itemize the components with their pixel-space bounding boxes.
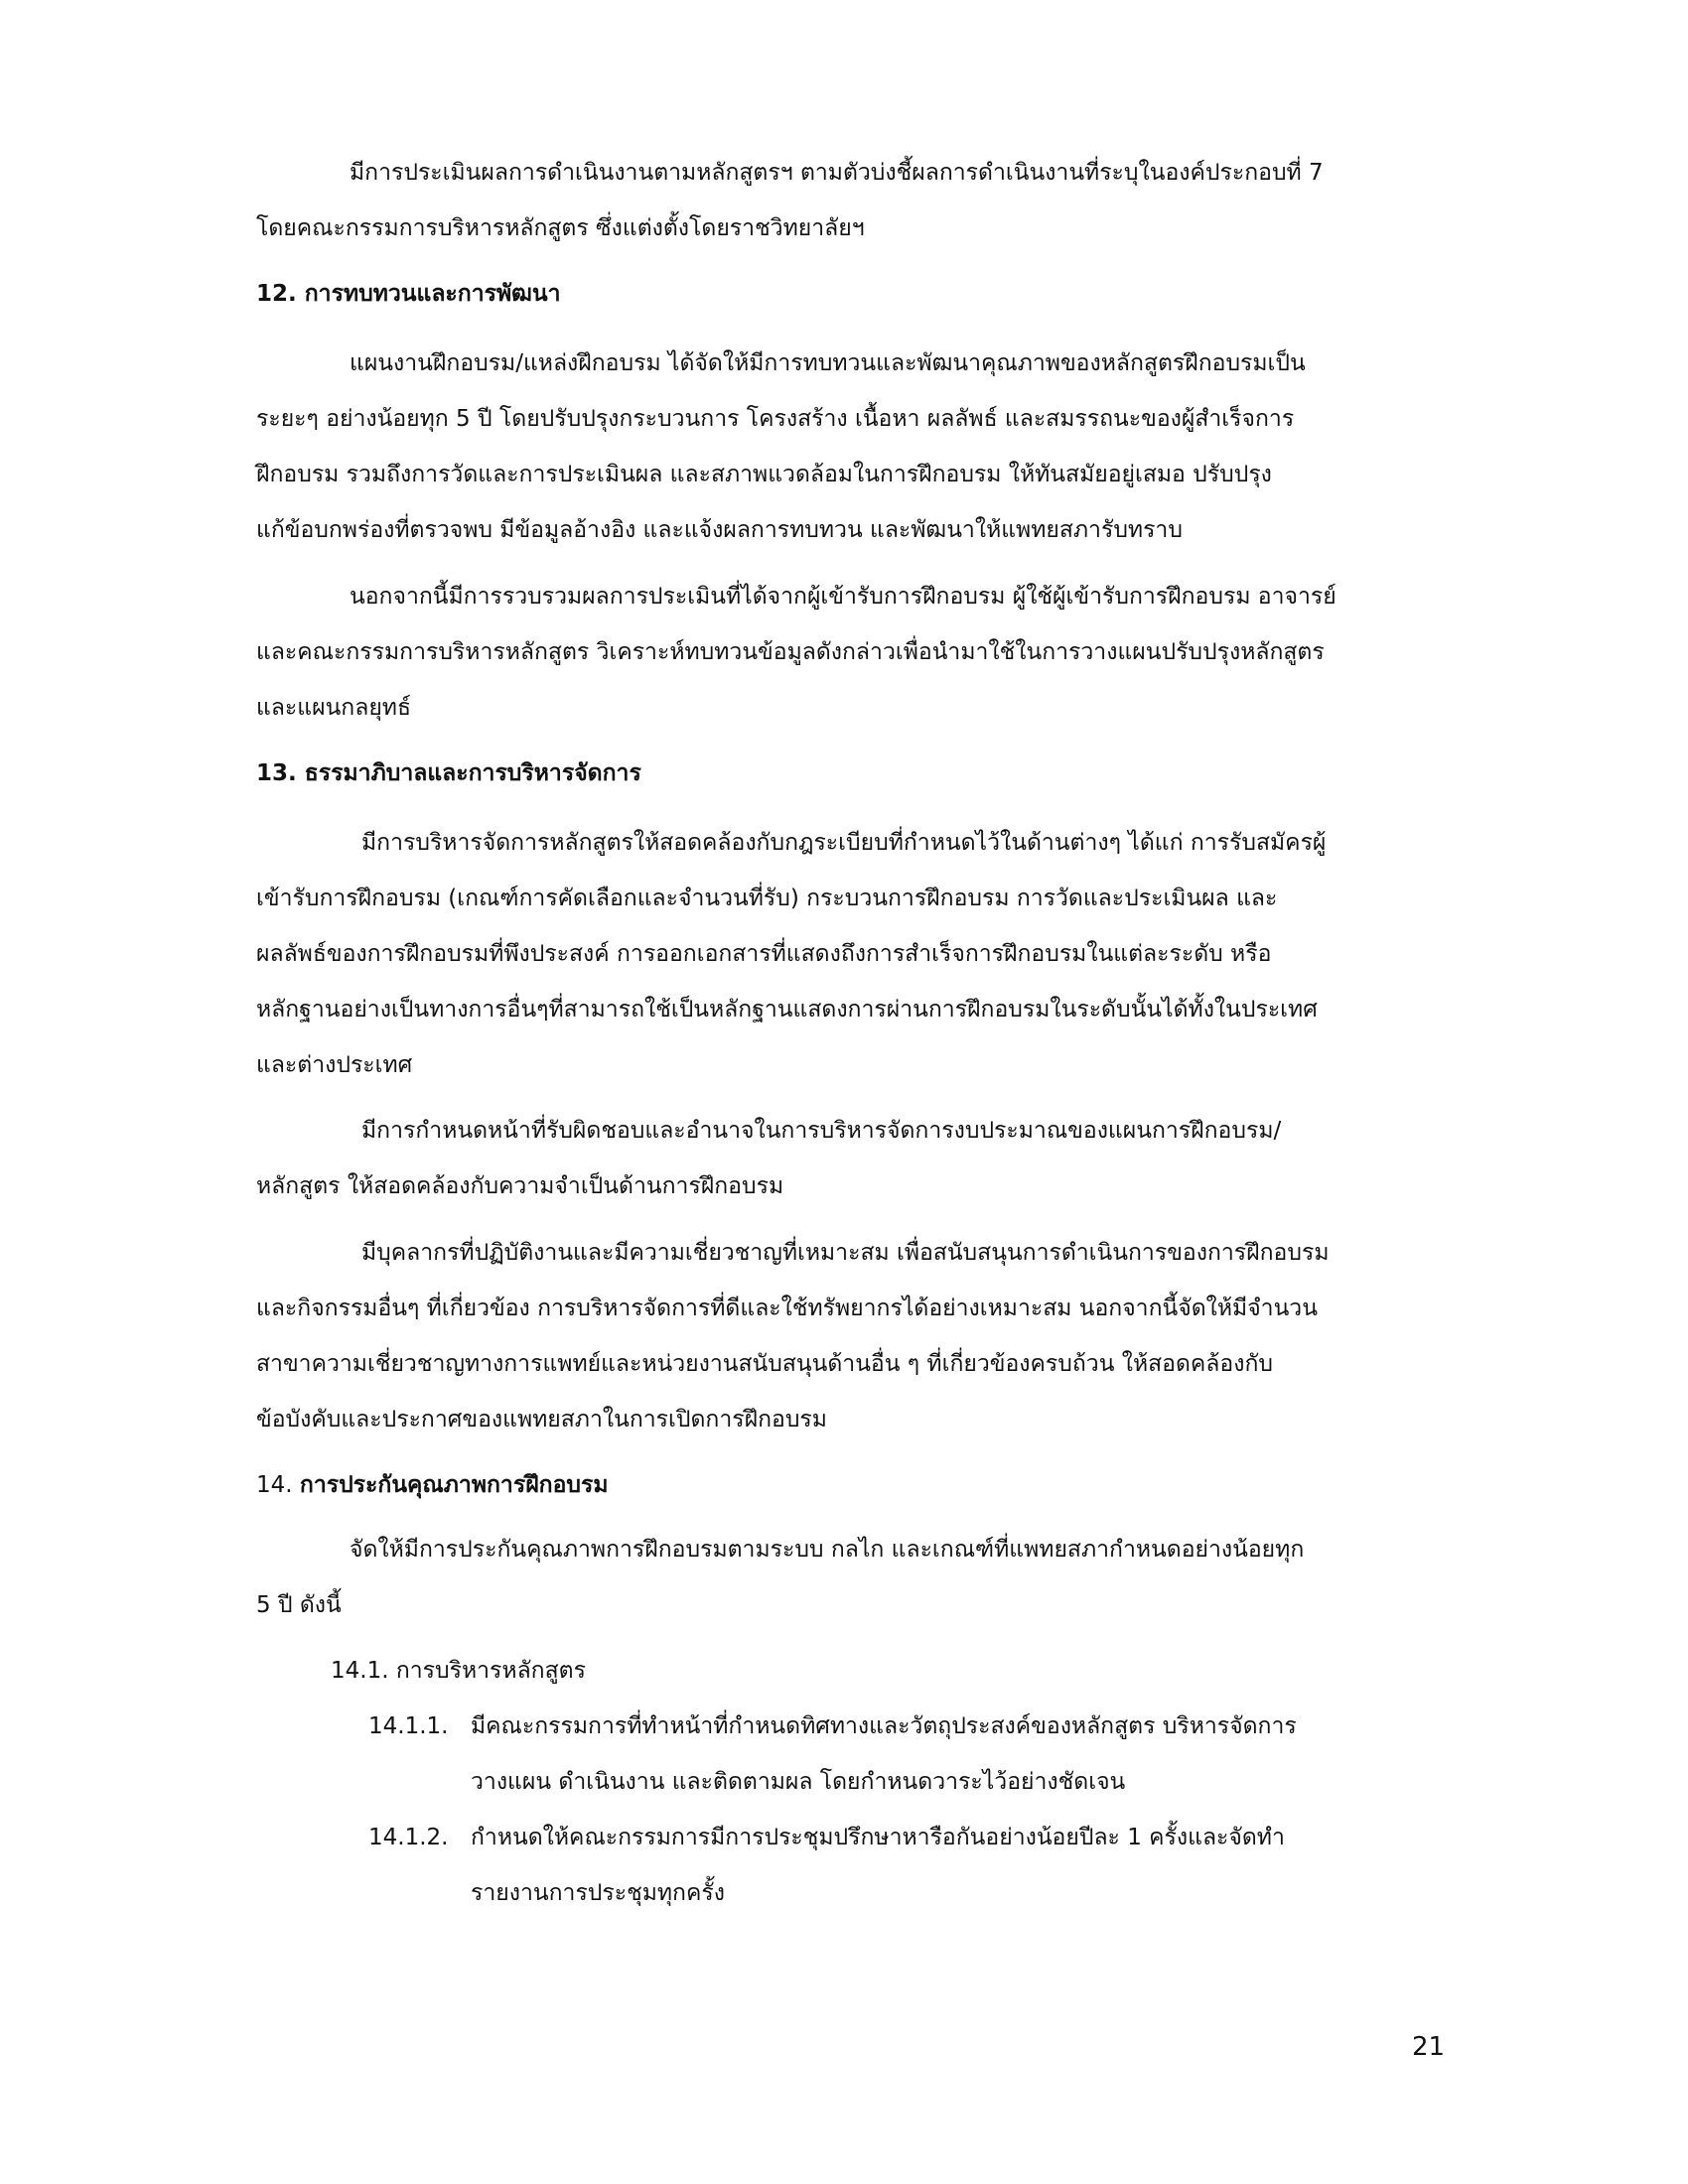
section-14-1-1-number: 14.1.1. xyxy=(368,1713,449,1739)
section-13-p3-line-1: มีบุคลากรที่ปฏิบัติงานและมีความเชี่ยวชาญที่เหมาะสม เพื่อสนับสนุนการดำเนินการของการฝึกอบรม xyxy=(361,1240,1330,1266)
section-13-p2-line-1: มีการกำหนดหน้าที่รับผิดชอบและอำนาจในการบริหารจัดการงบประมาณของแผนการฝึกอบรม/ xyxy=(361,1118,1282,1144)
section-14-1-label: 14.1. การบริหารหลักสูตร xyxy=(331,1658,586,1684)
section-13-p3-line-4: ข้อบังคับและประกาศของแพทยสภาในการเปิดการฝึกอบรม xyxy=(256,1407,827,1433)
section-14-1-1-line-1: มีคณะกรรมการที่ทำหน้าที่กำหนดทิศทางและวัตถุประสงค์ของหลักสูตร บริหารจัดการ xyxy=(471,1713,1297,1739)
section-14-number: 14. xyxy=(256,1472,293,1498)
section-12-p2-line-3: และแผนกลยุทธ์ xyxy=(256,695,411,721)
intro-line-2: โดยคณะกรรมการบริหารหลักสูตร ซึ่งแต่งตั้งโดยราชวิทยาลัยฯ xyxy=(256,215,865,241)
section-13-p1-line-4: หลักฐานอย่างเป็นทางการอื่นๆที่สามารถใช้เป็นหลักฐานแสดงการผ่านการฝึกอบรมในระดับนั้นได้ทั้งในประเทศ xyxy=(256,997,1318,1023)
section-14-1-1-line-2: วางแผน ดำเนินงาน และติดตามผล โดยกำหนดวาระไว้อย่างชัดเจน xyxy=(471,1769,1126,1795)
section-14-p1-line-1: จัดให้มีการประกันคุณภาพการฝึกอบรมตามระบบ กลไก และเกณฑ์ที่แพทยสภากำหนดอย่างน้อยทุก xyxy=(350,1537,1305,1563)
section-13-p3-line-2: และกิจกรรมอื่นๆ ที่เกี่ยวข้อง การบริหารจัดการที่ดีและใช้ทรัพยากรได้อย่างเหมาะสม นอกจากนี้จัดให้มีจำนวน xyxy=(256,1296,1318,1321)
section-12-p1-line-2: ระยะๆ อย่างน้อยทุก 5 ปี โดยปรับปรุงกระบวนการ โครงสร้าง เนื้อหา ผลลัพธ์ และสมรรถนะของผู้สำเร็จการ xyxy=(256,406,1295,432)
section-14-p1-line-2: 5 ปี ดังนี้ xyxy=(256,1592,342,1618)
section-14-1-2-number: 14.1.2. xyxy=(368,1825,449,1850)
page-number: 21 xyxy=(1412,2032,1446,2062)
section-13-p1-line-1: มีการบริหารจัดการหลักสูตรให้สอดคล้องกับกฎระเบียบที่กำหนดไว้ในด้านต่างๆ ได้แก่ การรับสมัครผู้ xyxy=(361,830,1327,856)
section-14-heading xyxy=(256,1469,609,1501)
section-12-p2-line-2: และคณะกรรมการบริหารหลักสูตร วิเคราะห์ทบทวนข้อมูลดังกล่าวเพื่อนำมาใช้ในการวางแผนปรับปรุงหลักสูตร xyxy=(256,639,1325,665)
section-13-p2-line-2: หลักสูตร ให้สอดคล้องกับความจำเป็นด้านการฝึกอบรม xyxy=(256,1173,784,1199)
section-14-title: การประกันคุณภาพการฝึกอบรม xyxy=(299,1472,609,1498)
section-13-heading: 13. ธรรมาภิบาลและการบริหารจัดการ xyxy=(256,760,641,786)
section-12-p1-line-1: แผนงานฝึกอบรม/แหล่งฝึกอบรม ได้จัดให้มีการทบทวนและพัฒนาคุณภาพของหลักสูตรฝึกอบรมเป็น xyxy=(350,350,1306,376)
section-13-p1-line-2: เข้ารับการฝึกอบรม (เกณฑ์การคัดเลือกและจำนวนที่รับ) กระบวนการฝึกอบรม การวัดและประเมินผล และ xyxy=(256,886,1278,911)
section-14-1-2-line-1: กำหนดให้คณะกรรมการมีการประชุมปรึกษาหารือกันอย่างน้อยปีละ 1 ครั้งและจัดทำ xyxy=(471,1825,1285,1850)
intro-line-1: มีการประเมินผลการดำเนินงานตามหลักสูตรฯ ตามตัวบ่งชี้ผลการดำเนินงานที่ระบุในองค์ประกอบที่ 7 xyxy=(350,160,1324,186)
section-14-1-2-line-2: รายงานการประชุมทุกครั้ง xyxy=(471,1880,725,1906)
section-12-p2-line-1: นอกจากนี้มีการรวบรวมผลการประเมินที่ได้จากผู้เข้ารับการฝึกอบรม ผู้ใช้ผู้เข้ารับการฝึกอบรม อาจารย์ xyxy=(350,584,1336,610)
section-12-p1-line-4: แก้ข้อบกพร่องที่ตรวจพบ มีข้อมูลอ้างอิง และแจ้งผลการทบทวน และพัฒนาให้แพทยสภารับทราบ xyxy=(256,517,1183,543)
section-13-p1-line-3: ผลลัพธ์ของการฝึกอบรมที่พึงประสงค์ การออกเอกสารที่แสดงถึงการสำเร็จการฝึกอบรมในแต่ละระดับ หรือ xyxy=(256,941,1272,967)
section-13-p3-line-3: สาขาความเชี่ยวชาญทางการแพทย์และหน่วยงานสนับสนุนด้านอื่น ๆ ที่เกี่ยวข้องครบถ้วน ให้สอดคล้องกับ xyxy=(256,1351,1273,1377)
section-13-p1-line-5: และต่างประเทศ xyxy=(256,1052,413,1078)
section-12-p1-line-3: ฝึกอบรม รวมถึงการวัดและการประเมินผล และสภาพแวดล้อมในการฝึกอบรม ให้ทันสมัยอยู่เสมอ ปรับปรุง xyxy=(256,462,1272,487)
section-12-heading: 12. การทบทวนและการพัฒนา xyxy=(256,281,561,307)
